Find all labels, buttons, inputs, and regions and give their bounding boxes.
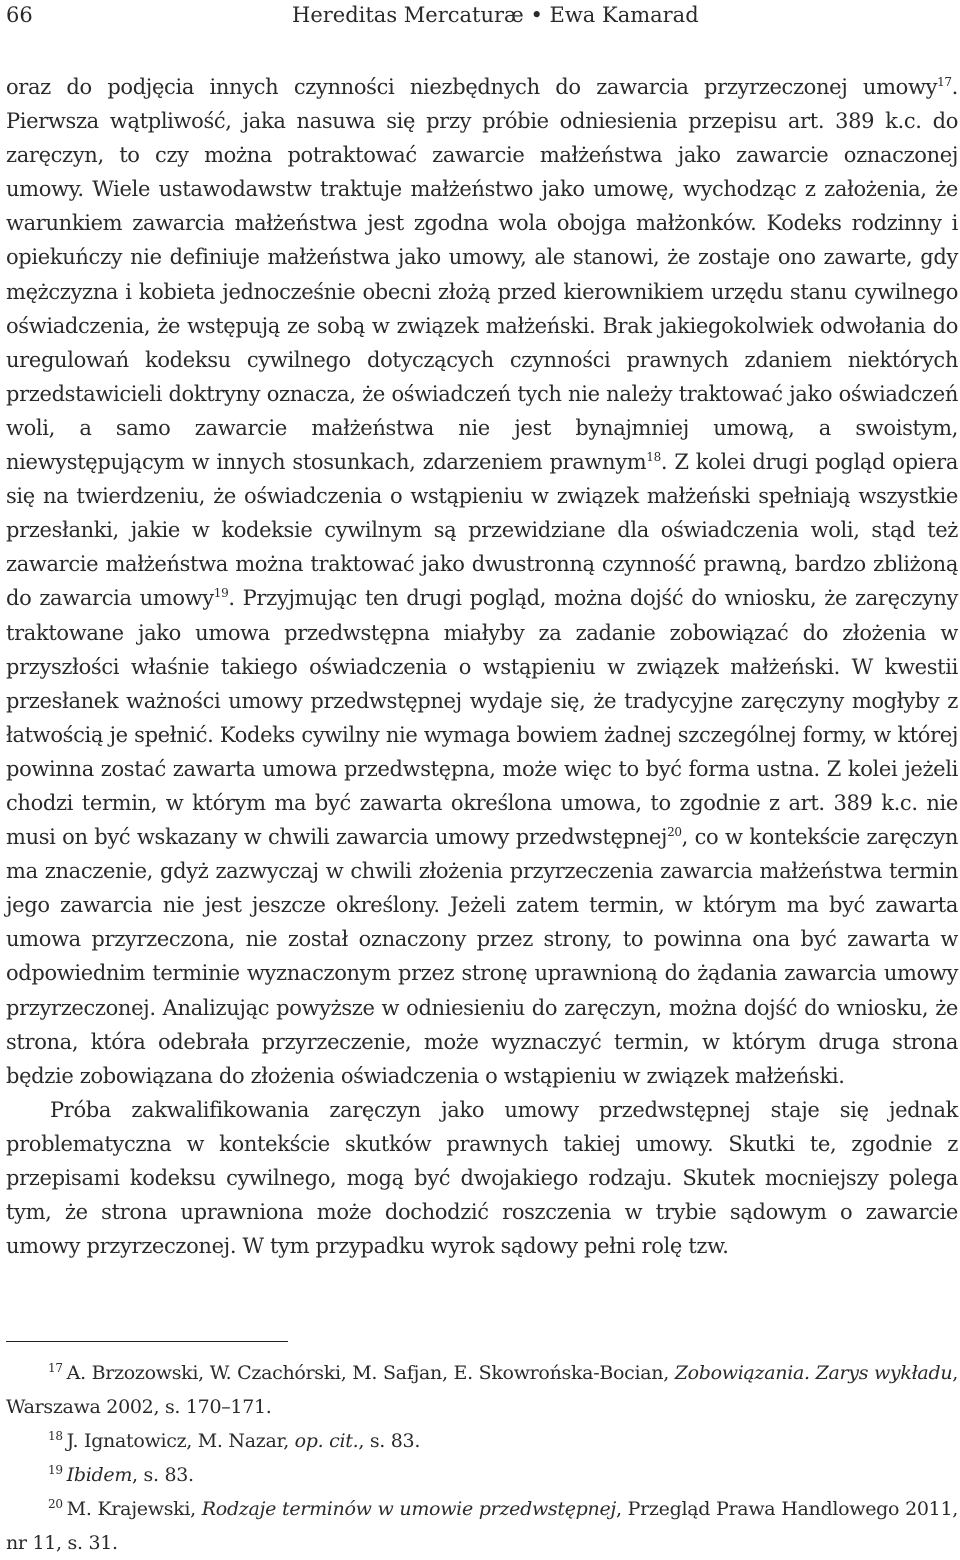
footnote-title: op. cit. <box>294 1430 359 1452</box>
footnote-ref-18[interactable]: 18 <box>646 450 661 465</box>
footnote-text: A. Brzozowski, W. Czachórski, M. Safjan, E. Skowrońska-Bocian, <box>66 1362 675 1384</box>
footnote-text: M. Krajewski, <box>66 1498 202 1520</box>
footnote-mark: 18 <box>48 1428 63 1443</box>
footnote-18 <box>6 1424 958 1458</box>
footnote-text-after: , Warszawa 2002, s. 170–171. <box>6 1362 959 1418</box>
footnote-ref-17[interactable]: 17 <box>937 75 952 89</box>
footnote-text-after: , Przegląd Prawa Handlowego 2011, nr 11, s. 31. <box>6 1498 958 1554</box>
footnote-ref-19[interactable]: 19 <box>213 586 229 601</box>
footnote-divider <box>6 1341 288 1342</box>
page-number: 66 <box>6 3 33 27</box>
footnote-text-after: , s. 83. <box>358 1430 421 1452</box>
footnote-mark: 20 <box>48 1496 63 1511</box>
footnote-text-after: , s. 83. <box>132 1464 194 1486</box>
footnote-title: Zobowiązania. Zarys wykładu <box>674 1362 953 1384</box>
footnote-text: J. Ignatowicz, M. Nazar, <box>66 1430 295 1452</box>
paragraph-1-part-1: oraz do podjęcia innych czynności niezbędnych do zawarcia przyrzeczonej umowy <box>6 75 938 99</box>
running-title: Hereditas Mercaturæ • Ewa Kamarad <box>292 3 699 27</box>
footnote-title: Ibidem <box>66 1464 133 1486</box>
page-header <box>6 0 960 32</box>
paragraph-1 <box>6 70 958 1093</box>
footnote-title: Rodzaje terminów w umowie przedwstępnej <box>201 1498 616 1520</box>
footnote-ref-20[interactable]: 20 <box>667 825 682 840</box>
paragraph-1-part-4: . Przyjmując ten drugi pogląd, można dojść do wniosku, że zaręczyny traktowane jako umowa przedwstępna miałyby za zadanie zobowiązać do złożenia w przyszłości właśnie takiego oświadczenia o wstąpieniu w związek małżeński. W kwestii przesłanek ważności umowy przedwstępnej wydaje się, że tradycyjne zaręczyny mogłyby z łatwością je spełnić. Kodeks cywilny nie wymaga bowiem żadnej szczególnej formy, w której powinna zostać zawarta umowa przedwstępna, może więc to być forma ustna. Z kolei jeżeli chodzi termin, w którym ma być zawarta określona umowa, to zgodnie z art. 389 k.c. nie musi on być wskazany w chwili zawarcia umowy przedwstępnej <box>6 586 959 850</box>
footnotes <box>6 1356 958 1560</box>
body-text <box>6 70 958 1263</box>
paragraph-1-part-3: . Z kolei drugi pogląd opiera się na twierdzeniu, że oświadczenia o wstąpieniu w związek małżeński spełniają wszystkie przesłanki, jakie w kodeksie cywilnym są przewidziane dla oświadczenia woli, stąd też zawarcie małżeństwa można traktować jako dwustronną czynność prawną, bardzo zbliżoną do zawarcia umowy <box>6 450 958 611</box>
footnote-mark: 17 <box>48 1360 63 1375</box>
footnote-20 <box>6 1492 958 1560</box>
paragraph-1-part-5: , co w kontekście zaręczyn ma znaczenie, gdyż zazwyczaj w chwili złożenia przyrzeczenia zawarcia małżeństwa termin jego zawarcia nie jest jeszcze określony. Jeżeli zatem termin, w którym ma być zawarta umowa przyrzeczona, nie został oznaczony przez strony, to powinna ona być zawarta w odpowiednim terminie wyznaczonym przez stronę uprawnioną do żądania zawarcia umowy przyrzeczonej. Analizując powyższe w odniesieniu do zaręczyn, można dojść do wniosku, że strona, która odebrała przyrzeczenie, może wyznaczyć termin, w którym druga strona będzie zobowiązana do złożenia oświadczenia o wstąpieniu w związek małżeński. <box>6 825 958 1088</box>
footnote-mark: 19 <box>48 1462 63 1477</box>
paragraph-2: Próba zakwalifikowania zaręczyn jako umowy przedwstępnej staje się jednak problematyczna w kontekście skutków prawnych takiej umowy. Skutki te, zgodnie z przepisami kodeksu cywilnego, mogą być dwojakiego rodzaju. Skutek mocniejszy polega tym, że strona uprawniona może dochodzić roszczenia w trybie sądowym o zawarcie umowy przyrzeczonej. W tym przypadku wyrok sądowy pełni rolę tzw. <box>6 1097 958 1259</box>
paragraph-1-part-2: . Pierwsza wątpliwość, jaka nasuwa się przy próbie odniesienia przepisu art. 389 k.c. do zaręczyn, to czy można potraktować zawarcie małżeństwa jako zawarcie oznaczonej umowy. Wiele ustawodawstw traktuje małżeństwo jako umowę, wychodząc z założenia, że warunkiem zawarcia małżeństwa jest zgodna wola obojga małżonków. Kodeks rodzinny i opiekuńczy nie definiuje małżeństwa jako umowy, ale stanowi, że zostaje ono zawarte, gdy mężczyzna i kobieta jednocześnie obecni złożą przed kierownikiem urzędu stanu cywilnego oświadczenia, że wstępują ze sobą w związek małżeński. Brak jakiegokolwiek odwołania do uregulowań kodeksu cywilnego dotyczących czynności prawnych zdaniem niektórych przedstawicieli doktryny oznacza, że oświadczeń tych nie należy traktować jako oświadczeń woli, a samo zawarcie małżeństwa nie jest bynajmniej umową, a swoistym, niewystępującym w innych stosunkach, zdarzeniem prawnym <box>6 75 958 475</box>
footnote-19 <box>6 1458 958 1492</box>
footnote-17 <box>6 1356 958 1424</box>
